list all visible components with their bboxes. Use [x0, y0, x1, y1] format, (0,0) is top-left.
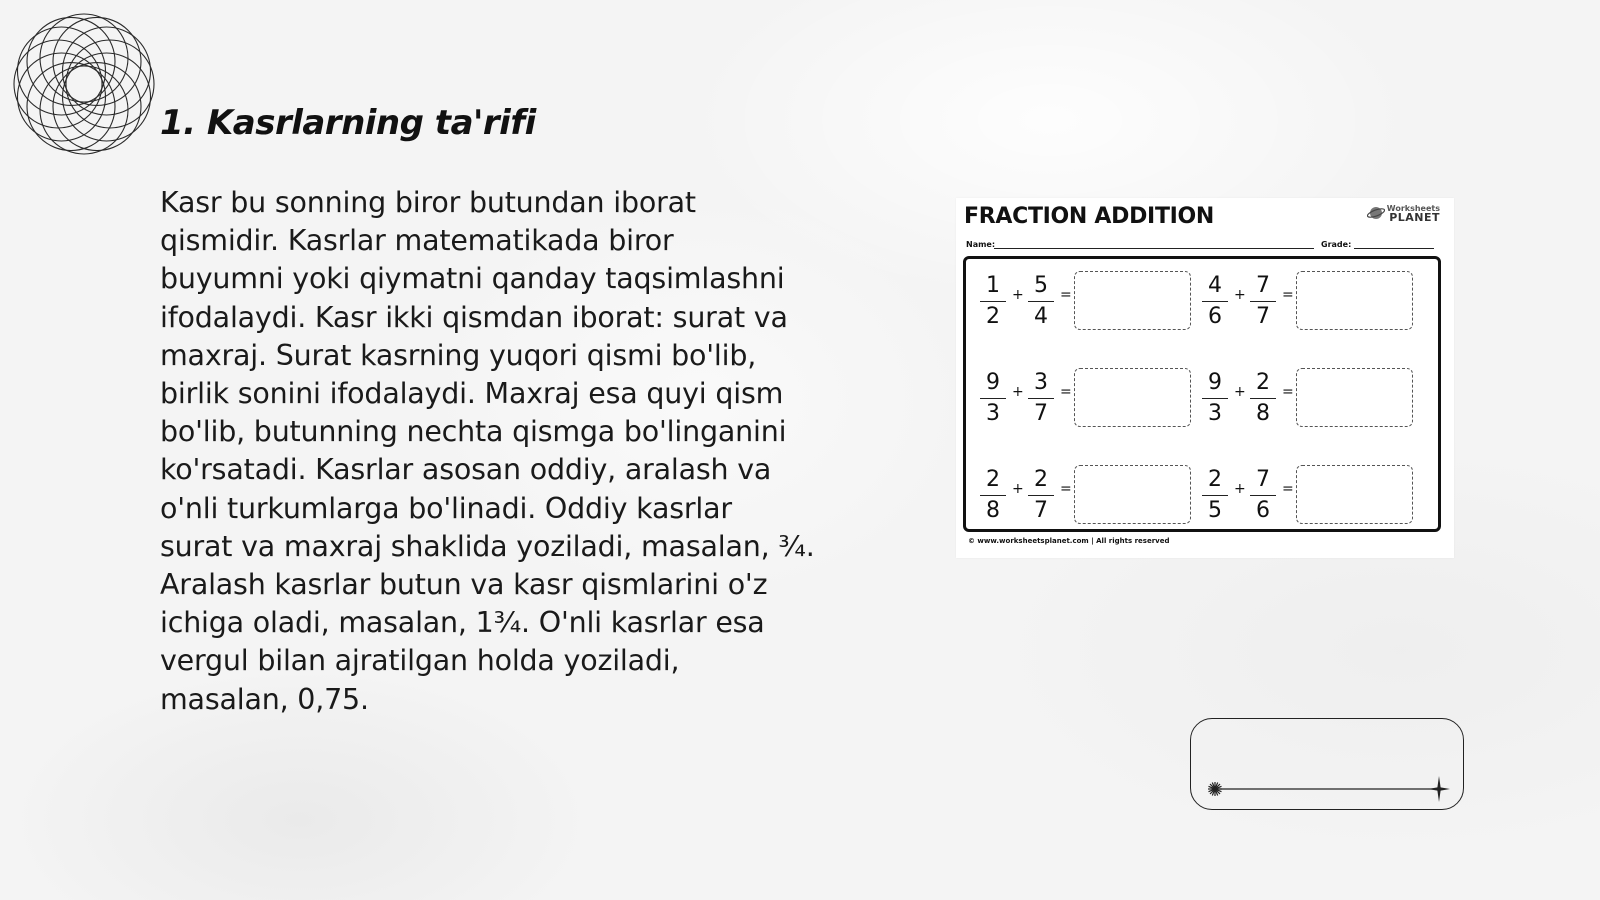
body-line: Kasr bu sonning biror butundan iborat	[160, 186, 696, 219]
equals-sign: =	[1282, 287, 1294, 303]
fraction	[1248, 466, 1278, 525]
numerator: 9	[1208, 370, 1222, 395]
fraction-bar	[1202, 495, 1228, 496]
equals-sign: =	[1060, 287, 1072, 303]
denominator: 7	[1034, 401, 1048, 426]
fraction-bar	[980, 301, 1006, 302]
plus-sign: +	[1012, 384, 1024, 400]
fraction-bar	[1250, 301, 1276, 302]
numerator: 7	[1256, 467, 1270, 492]
fraction	[1026, 369, 1056, 428]
rosette-ornament-icon	[10, 10, 158, 158]
numerator: 2	[1208, 467, 1222, 492]
starburst-icon	[1208, 782, 1222, 796]
fraction	[978, 466, 1008, 525]
body-line: masalan, 0,75.	[160, 682, 369, 716]
answer-box	[1074, 271, 1191, 330]
plus-sign: +	[1012, 481, 1024, 497]
answer-box	[1074, 465, 1191, 524]
problem-grid	[963, 256, 1441, 532]
body-line: bo'lib, butunning nechta qismga bo'linganini	[160, 415, 787, 449]
numerator: 5	[1034, 273, 1048, 298]
plus-sign: +	[1234, 384, 1246, 400]
pill-line-decoration	[1191, 719, 1465, 811]
equals-sign: =	[1282, 384, 1294, 400]
fraction-bar	[1202, 398, 1228, 399]
equals-sign: =	[1060, 481, 1072, 497]
fraction-bar	[1028, 495, 1054, 496]
fraction-problem	[974, 461, 1204, 521]
fraction	[1200, 466, 1230, 525]
body-line: buyumni yoki qiymatni qanday taqsimlashni	[160, 262, 785, 296]
brand-big-text: PLANET	[1389, 211, 1440, 224]
worksheet-footer: © www.worksheetsplanet.com | All rights reserved	[968, 537, 1170, 545]
denominator: 3	[986, 401, 1000, 426]
fraction	[1248, 272, 1278, 331]
body-line: o'nli turkumlarga bo'linadi. Oddiy kasrlar	[160, 491, 732, 525]
numerator: 7	[1256, 273, 1270, 298]
decorative-pill-frame	[1190, 718, 1464, 810]
name-line	[994, 248, 1314, 249]
fraction-problem	[974, 364, 1204, 424]
brand-small-text: Worksheets	[1386, 204, 1440, 213]
denominator: 7	[1256, 304, 1270, 329]
fraction-problem	[1196, 461, 1426, 521]
answer-box	[1296, 368, 1413, 427]
equals-sign: =	[1060, 384, 1072, 400]
fraction	[1200, 272, 1230, 331]
fraction-problem	[974, 267, 1204, 327]
body-line: surat va maxraj shaklida yoziladi, masalan, ¾.	[160, 529, 815, 563]
denominator: 8	[1256, 401, 1270, 426]
slide-body-text	[160, 184, 850, 719]
plus-sign: +	[1012, 287, 1024, 303]
name-label: Name:	[966, 240, 996, 249]
answer-box	[1074, 368, 1191, 427]
body-line: birlik sonini ifodalaydi. Maxraj esa quyi qism	[160, 377, 784, 411]
fraction	[1026, 466, 1056, 525]
worksheets-planet-logo	[1367, 204, 1440, 222]
numerator: 9	[986, 370, 1000, 395]
numerator: 2	[1034, 467, 1048, 492]
fraction-bar	[1028, 398, 1054, 399]
answer-box	[1296, 465, 1413, 524]
planet-icon	[1367, 204, 1385, 222]
denominator: 3	[1208, 401, 1222, 426]
fraction-addition-worksheet	[956, 198, 1454, 558]
fraction	[1026, 272, 1056, 331]
slide-title: 1. Kasrlarning ta'rifi	[160, 103, 536, 143]
fraction-bar	[980, 398, 1006, 399]
body-line: Aralash kasrlar butun va kasr qismlarini o'z	[160, 568, 768, 602]
fraction-bar	[1250, 398, 1276, 399]
denominator: 7	[1034, 498, 1048, 523]
worksheet-title: FRACTION ADDITION	[964, 204, 1215, 229]
grade-line	[1354, 248, 1434, 249]
body-line: qismidir. Kasrlar matematikada biror	[160, 224, 674, 258]
denominator: 8	[986, 498, 1000, 523]
numerator: 3	[1034, 370, 1048, 395]
denominator: 6	[1256, 498, 1270, 523]
fraction-problem	[1196, 267, 1426, 327]
plus-sign: +	[1234, 481, 1246, 497]
body-line: ichiga oladi, masalan, 1¾. O'nli kasrlar esa	[160, 606, 765, 640]
fraction-problem	[1196, 364, 1426, 424]
denominator: 5	[1208, 498, 1222, 523]
fraction	[978, 369, 1008, 428]
numerator: 2	[1256, 370, 1270, 395]
sparkle-icon	[1428, 776, 1450, 802]
numerator: 2	[986, 467, 1000, 492]
body-line: ko'rsatadi. Kasrlar asosan oddiy, aralash va	[160, 453, 772, 487]
answer-box	[1296, 271, 1413, 330]
fraction	[978, 272, 1008, 331]
grade-label: Grade:	[1321, 240, 1352, 249]
denominator: 6	[1208, 304, 1222, 329]
fraction-bar	[1028, 301, 1054, 302]
numerator: 1	[986, 273, 1000, 298]
fraction-bar	[980, 495, 1006, 496]
equals-sign: =	[1282, 481, 1294, 497]
fraction-bar	[1250, 495, 1276, 496]
fraction-bar	[1202, 301, 1228, 302]
body-line: maxraj. Surat kasrning yuqori qismi bo'lib,	[160, 338, 757, 372]
denominator: 4	[1034, 304, 1048, 329]
fraction	[1200, 369, 1230, 428]
denominator: 2	[986, 304, 1000, 329]
fraction	[1248, 369, 1278, 428]
body-line: ifodalaydi. Kasr ikki qismdan iborat: surat va	[160, 300, 788, 334]
body-line: vergul bilan ajratilgan holda yoziladi,	[160, 644, 680, 678]
plus-sign: +	[1234, 287, 1246, 303]
numerator: 4	[1208, 273, 1222, 298]
